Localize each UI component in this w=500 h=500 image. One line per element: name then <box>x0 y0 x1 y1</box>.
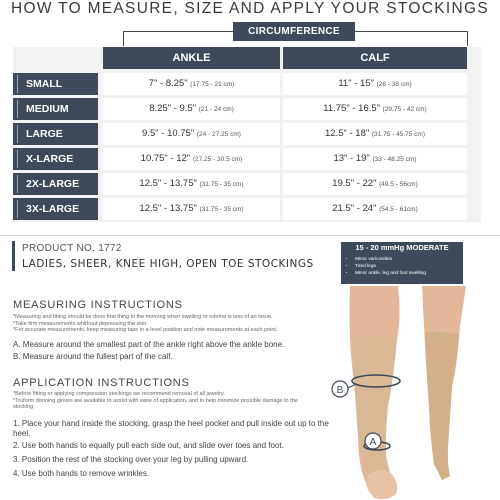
measuring-heading: MEASURING INSTRUCTIONS <box>13 299 183 311</box>
legs-illustration <box>330 286 500 500</box>
application-heading: APPLICATION INSTRUCTIONS <box>13 377 190 389</box>
calf-inches: 12.5" - 18" <box>325 128 370 139</box>
ankle-cm: (27.25 - 30.5 cm) <box>192 156 243 163</box>
circumference-label: CIRCUMFERENCE <box>233 22 355 41</box>
page-title: HOW TO MEASURE, SIZE AND APPLY YOUR STOCKINGS <box>11 0 489 17</box>
ankle-cm: (24 - 27.25 cm) <box>196 131 241 138</box>
ankle-range <box>103 198 280 220</box>
calf-range <box>283 173 467 195</box>
ankle-inches: 8.25" - 9.5" <box>149 103 197 114</box>
calf-range <box>283 98 467 120</box>
application-note: *Truform donning gloves are available to assist with ease of application, and to help minimize possible damage to the stocking. <box>13 397 298 410</box>
size-name: 2X-LARGE <box>13 173 98 195</box>
ankle-inches: 10.75" - 12" <box>140 153 191 164</box>
compression-use-item: • Minor ankle, leg and foot swelling <box>355 270 463 277</box>
ankle-range <box>103 148 280 170</box>
ankle-cm: (31.75 - 35 cm) <box>199 181 244 188</box>
calf-inches: 19.5" - 22" <box>332 178 377 189</box>
calf-cm: (31.75 - 45.75 cm) <box>371 131 425 138</box>
size-row <box>13 123 481 145</box>
application-note: *Before fitting or applying compression stockings we recommend removal of all jewelry. <box>13 391 225 397</box>
calf-cm: (29.75 - 42 cm) <box>382 106 427 113</box>
calf-cm: (33 - 48.25 cm) <box>372 156 417 163</box>
calf-inches: 11" - 15" <box>338 78 374 89</box>
front-foot <box>366 470 397 499</box>
product-number: PRODUCT NO. 1772 <box>22 243 122 254</box>
marker-a-label: A <box>369 437 377 448</box>
size-row <box>13 198 481 220</box>
calf-cm: (28 - 38 cm) <box>376 81 412 88</box>
ankle-inches: 12.5" - 13.75" <box>139 203 197 214</box>
ankle-inches: 9.5" - 10.75" <box>142 128 195 139</box>
calf-inches: 21.5" - 24" <box>332 203 377 214</box>
size-row <box>13 173 481 195</box>
application-step-3: 3. Position the rest of the stocking over your leg by pulling upward. <box>13 455 249 464</box>
size-row <box>13 98 481 120</box>
ankle-range <box>103 73 280 95</box>
application-step-2: 2. Use both hands to equally pull each side out, and slide over toes and foot. <box>13 441 284 450</box>
size-name: 3X-LARGE <box>13 198 98 220</box>
calf-range <box>283 73 467 95</box>
size-name: LARGE <box>13 123 98 145</box>
application-step-4: 4. Use both hands to remove wrinkles. <box>13 469 150 478</box>
measuring-note: *For accurate measurements, keep measuring tape in a level position and note measurements at each point. <box>13 327 278 333</box>
front-stocking <box>352 335 397 478</box>
size-name: X-LARGE <box>13 148 98 170</box>
size-name: MEDIUM <box>13 98 98 120</box>
measuring-step-a: A. Measure around the smallest part of the ankle right above the ankle bone. <box>13 340 285 349</box>
calf-range <box>283 148 467 170</box>
divider <box>0 235 500 236</box>
product-name: LADIES, SHEER, KNEE HIGH, OPEN TOE STOCKINGS <box>22 258 314 270</box>
compression-use-item: • Minor varicosities <box>355 256 463 263</box>
size-row <box>13 73 481 95</box>
compression-use-item: • Tired legs <box>355 263 463 270</box>
back-stocking <box>425 331 459 480</box>
product-accent-bar <box>12 241 15 271</box>
size-row <box>13 148 481 170</box>
ankle-column-header: ANKLE <box>103 47 280 69</box>
measuring-note: *Measuring and fitting should be done first thing in the morning when swelling or edema is less of an issue. <box>13 314 273 320</box>
ankle-range <box>103 123 280 145</box>
ankle-cm: (17.75 - 21 cm) <box>190 81 235 88</box>
ankle-range <box>103 98 280 120</box>
ankle-cm: (21 - 24 cm) <box>198 106 234 113</box>
calf-inches: 11.75" - 16.5" <box>323 103 381 114</box>
measuring-note: *Take firm measurements whithout depressing the skin. <box>13 320 148 327</box>
compression-uses-list <box>341 254 463 284</box>
application-step-1: 1. Place your hand inside the stocking, grasp the heel pocket and pull inside out up to the heel. <box>13 419 329 438</box>
calf-inches: 13" - 19" <box>333 153 370 164</box>
ankle-inches: 7" - 8.25" <box>148 78 188 89</box>
size-name: SMALL <box>13 73 98 95</box>
ankle-inches: 12.5" - 13.75" <box>139 178 197 189</box>
calf-column-header: CALF <box>283 47 467 69</box>
ankle-cm: (31.75 - 35 cm) <box>199 206 244 213</box>
ankle-range <box>103 173 280 195</box>
calf-cm: (49.5 - 56cm) <box>379 181 418 188</box>
measuring-step-b: B. Measure around the fullest part of the calf. <box>13 352 173 361</box>
compression-level-badge: 15 - 20 mmHg MODERATE <box>341 242 463 254</box>
calf-range <box>283 198 467 220</box>
calf-range <box>283 123 467 145</box>
marker-b-label: B <box>336 385 344 396</box>
calf-cm: (54.5 - 61cm) <box>379 206 418 213</box>
